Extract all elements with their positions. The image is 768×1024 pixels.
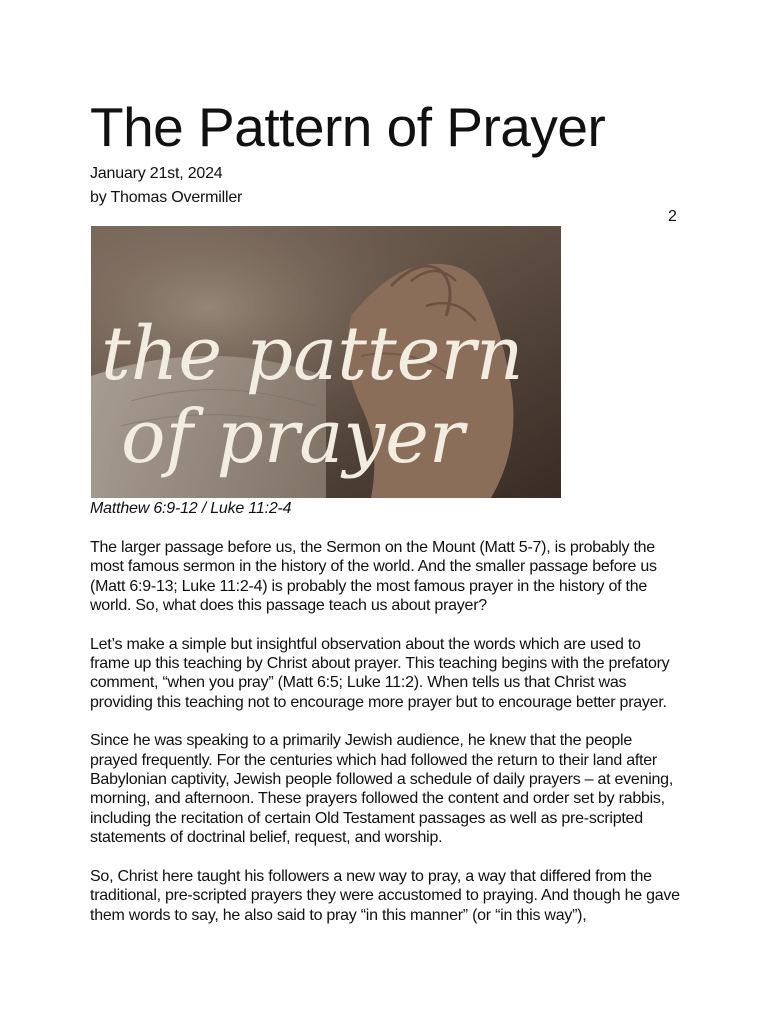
article-date: January 21st, 2024 <box>90 165 223 182</box>
body-paragraph: The larger passage before us, the Sermon on the Mount (Matt 5-7), is probably the most famous sermon in the history of the world. And the smaller passage before us (Matt 6:9-13; Luke 11:2-4) is probably the most famous prayer in the history of the world. So, what does this passage teach us about prayer? <box>90 539 657 615</box>
hero-text-line-2: of prayer <box>121 394 465 480</box>
article-body <box>90 538 680 944</box>
article-title: The Pattern of Prayer <box>90 96 606 158</box>
body-paragraph: Let’s make a simple but insightful observation about the words which are used to frame up this teaching by Christ about prayer. This teaching begins with the prefatory comment, “when you pray” (Matt 6:5; Luke 11:2). When tells us that Christ was providing this teaching not to encourage more prayer but to encourage better prayer. <box>90 635 670 711</box>
body-paragraph: Since he was speaking to a primarily Jewish audience, he knew that the people prayed frequently. For the centuries which had followed the return to their land after Babylonian captivity, Jewish people followed a schedule of daily prayers – at evening, morning, and afternoon. These prayers followed the content and order set by rabbis, including the recitation of certain Old Testament passages as well as pre-scripted statements of doctrinal belief, request, and worship. <box>90 732 674 847</box>
hero-text-line-1: the pattern <box>101 311 524 397</box>
page-number: 2 <box>668 208 677 225</box>
article-hero-image <box>91 226 561 498</box>
praying-hands-image <box>91 226 561 498</box>
article-author: by Thomas Overmiller <box>90 189 243 206</box>
body-paragraph: So, Christ here taught his followers a new way to pray, a way that differed from the traditional, pre-scripted prayers they were accustomed to praying. And though he gave them words to say, he also said to pray “in this manner” (or “in this way”), <box>90 867 680 924</box>
scripture-caption: Matthew 6:9-12 / Luke 11:2-4 <box>90 500 292 517</box>
document-page <box>90 0 680 1024</box>
